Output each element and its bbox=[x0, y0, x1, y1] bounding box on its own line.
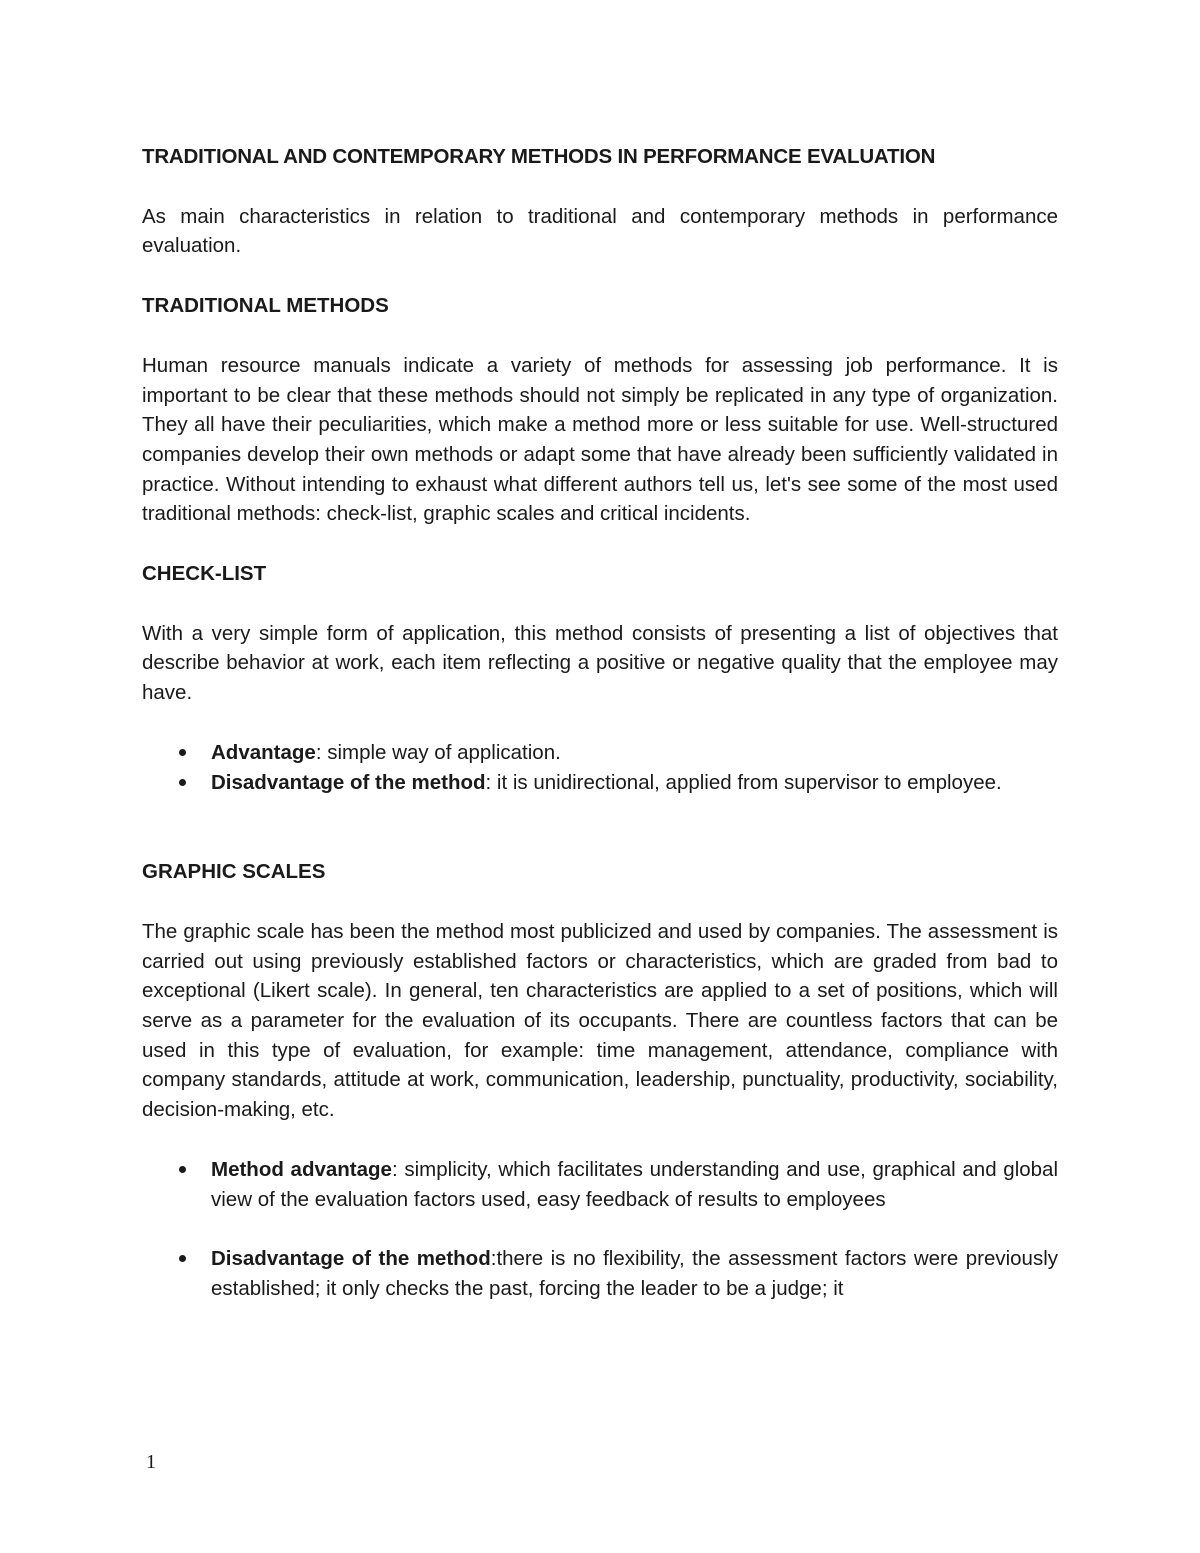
bullet-text: simple way of application. bbox=[321, 740, 561, 764]
list-item bbox=[142, 738, 1058, 768]
list-item bbox=[142, 768, 1058, 798]
bullet-separator: : bbox=[485, 770, 492, 794]
heading-graphic-scales: GRAPHIC SCALES bbox=[142, 860, 326, 884]
document-content bbox=[142, 142, 1058, 1334]
bullet-icon bbox=[179, 1255, 186, 1262]
list-item bbox=[142, 1244, 1058, 1303]
bullet-icon bbox=[179, 1166, 186, 1173]
bullet-icon bbox=[179, 779, 186, 786]
graphic-scales-bullets bbox=[142, 1155, 1058, 1304]
traditional-methods-paragraph: Human resource manuals indicate a variety of methods for assessing job performance. It is important to be clear that these methods should not simply be replicated in any type of organization. They all have their peculiarities, which make a method more or less suitable for use. Well-structured companies develop their own methods or adapt some that have already been sufficiently validated in practice. Without intending to exhaust what different authors tell us, let's see some of the most used traditional methods: check-list, graphic scales and critical incidents. bbox=[142, 353, 1058, 526]
bullet-separator: : bbox=[490, 1247, 497, 1271]
bullet-text: it is unidirectional, applied from supervisor to employee. bbox=[491, 770, 1002, 794]
bullet-text: simplicity, which facilitates understanding and use, graphical and global view of the evaluation factors used, easy feedback of results to employees bbox=[211, 1157, 1059, 1211]
bullet-label: Advantage bbox=[211, 740, 316, 764]
graphic-scales-paragraph: The graphic scale has been the method most publicized and used by companies. The assessment is carried out using previously established factors or characteristics, which are graded from bad to exceptional (Likert scale). In general, ten characteristics are applied to a set of positions, which will serve as a parameter for the evaluation of its occupants. There are countless factors that can be used in this type of evaluation, for example: time management, attendance, compliance with company standards, attitude at work, communication, leadership, punctuality, productivity, sociability, decision-making, etc. bbox=[142, 919, 1058, 1122]
check-list-bullets bbox=[142, 738, 1058, 797]
page-number: 1 bbox=[146, 1451, 156, 1473]
bullet-label: Disadvantage of the method bbox=[211, 1247, 491, 1271]
bullet-label: Method advantage bbox=[211, 1157, 392, 1181]
bullet-separator: : bbox=[391, 1157, 398, 1181]
bullet-separator: : bbox=[315, 740, 322, 764]
bullet-icon bbox=[179, 749, 186, 756]
list-item bbox=[142, 1155, 1058, 1214]
bullet-label: Disadvantage of the method bbox=[211, 770, 486, 794]
heading-traditional-methods: TRADITIONAL METHODS bbox=[142, 294, 389, 318]
bullet-text: there is no flexibility, the assessment factors were previously established; it only checks the past, forcing the leader to be a judge; it bbox=[211, 1247, 1059, 1300]
document-title: TRADITIONAL AND CONTEMPORARY METHODS IN PERFORMANCE EVALUATION bbox=[142, 145, 936, 168]
heading-check-list: CHECK-LIST bbox=[142, 562, 267, 586]
check-list-paragraph: With a very simple form of application, this method consists of presenting a list of objectives that describe behavior at work, each item reflecting a positive or negative quality that the employee may have. bbox=[142, 621, 1058, 705]
spacer bbox=[142, 827, 1058, 857]
intro-paragraph: As main characteristics in relation to traditional and contemporary methods in performance evaluation. bbox=[142, 204, 1058, 258]
